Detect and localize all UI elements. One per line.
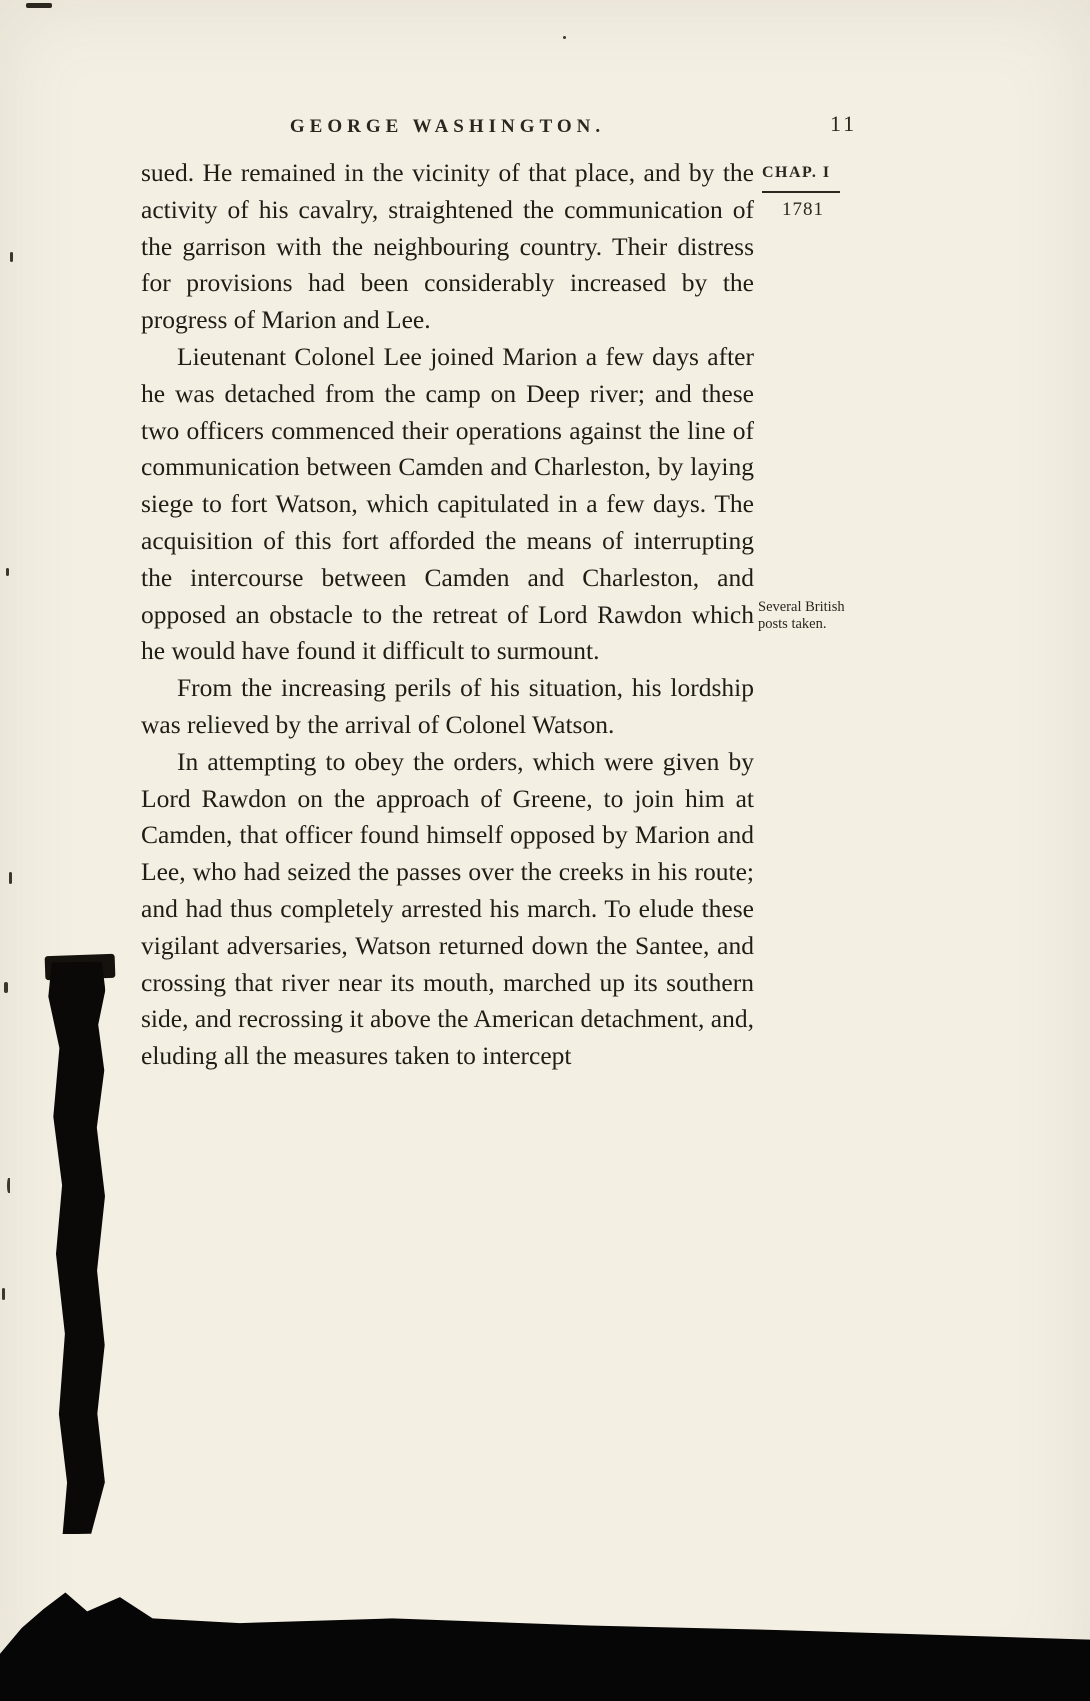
scan-artifact-gutter [43, 962, 111, 1535]
scan-speck [10, 252, 13, 262]
side-note: Several British posts taken. [758, 599, 845, 632]
paragraph-4: In attempting to obey the orders, which were given by Lord Rawdon on the approach of Greene, to join him at Camden, that officer found himself opposed by Marion and Lee, who had seized the passes over the creeks in his route; and had thus completely arrested his march. To elude these vigilant adversaries, Watson returned down the Santee, and crossing that river near its mouth, marched up its southern side, and recrossing it above the American detachment, and, eluding all the measures taken to intercept [141, 746, 754, 1071]
year-label: 1781 [782, 199, 824, 220]
margin-rule [762, 191, 840, 193]
chapter-label: CHAP. I [762, 164, 831, 181]
scan-speck [7, 1178, 10, 1193]
running-title: GEORGE WASHINGTON. [289, 116, 606, 137]
paragraph-3: From the increasing perils of his situation, his lordship was relieved by the arrival of Colonel Watson. [141, 673, 754, 739]
scan-artifact-bottom-bar [0, 1583, 1090, 1701]
paragraph-1: sued. He remained in the vicinity of that place, and by the activity of his cavalry, straightened the communication of the garrison with the neighbouring country. Their distress for provisions had been considerably increased by the progress of Marion and Lee. [141, 158, 754, 335]
scan-speck [2, 1288, 5, 1300]
page-number: 11 [830, 111, 858, 136]
scan-speck [6, 568, 9, 576]
scan-speck [9, 872, 12, 884]
chapter-block [762, 164, 882, 221]
scan-speck [563, 36, 566, 39]
paragraph-2: Lieutenant Colonel Lee joined Marion a few days after he was detached from the camp on Deep river; and these two officers commenced their operations against the line of communication between Camden and Charleston, by laying siege to fort Watson, which capitulated in a few days. The acquisition of this fort afforded the means of interrupting the intercourse between Camden and Charleston, and opposed an obstacle to the retreat of Lord Rawdon which he would have found it difficult to surmount. [141, 341, 754, 666]
scan-speck [4, 982, 8, 993]
body-text [141, 155, 754, 1075]
scan-speck [26, 3, 52, 8]
